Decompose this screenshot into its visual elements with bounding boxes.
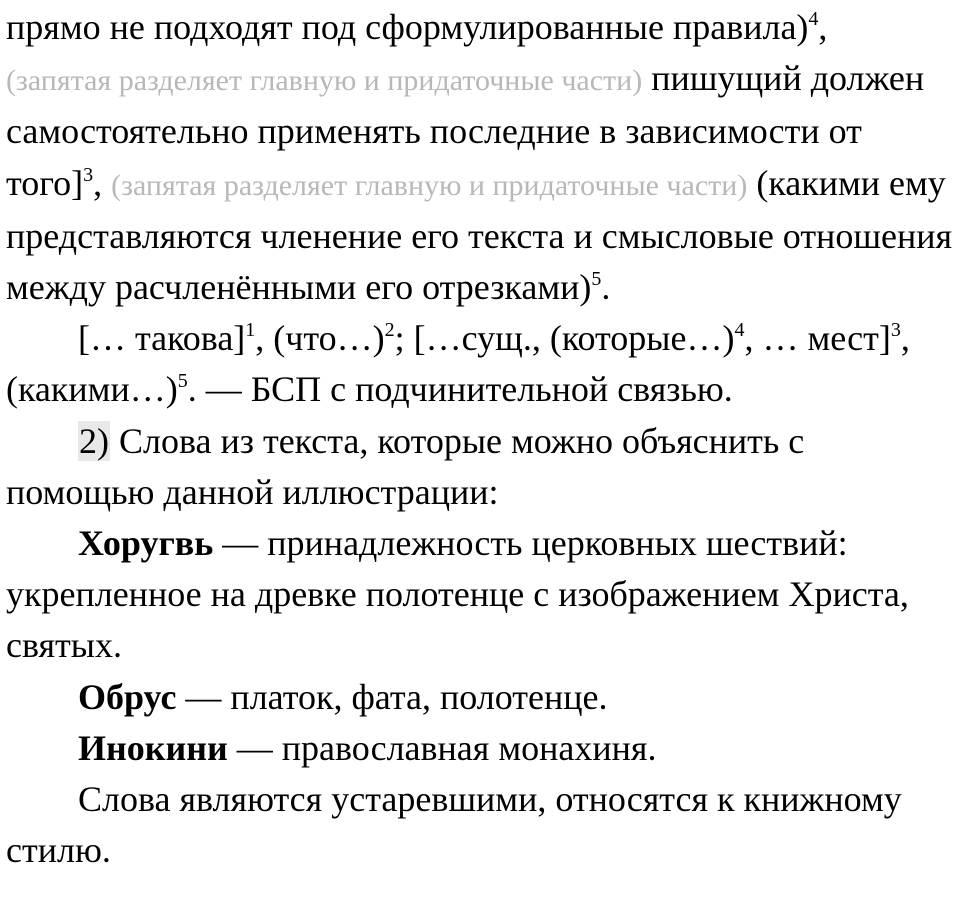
- task-2-text: Слова из текста, которые можно объяснить с помощью данной иллюстрации:: [6, 420, 805, 512]
- scheme-part-6: . — БСП с подчинительной связью.: [187, 369, 733, 410]
- scheme-sup-2: 2: [384, 319, 395, 342]
- definition-term: Хоругвь: [78, 523, 214, 564]
- superscript-5: 5: [591, 268, 602, 291]
- superscript-3: 3: [83, 163, 94, 186]
- scheme-sup-4: 3: [890, 319, 901, 342]
- comma: ,: [818, 7, 828, 47]
- scheme-part-2: , (что…): [255, 318, 385, 359]
- task-number: 2): [79, 420, 109, 461]
- document-page: [6, 2, 956, 876]
- definition-term: Инокини: [78, 727, 228, 768]
- scheme-part-4: , … мест]: [744, 318, 891, 359]
- scheme-sup-5: 5: [177, 370, 188, 393]
- analysis-line1: прямо не подходят под сформулированные правила): [6, 7, 809, 47]
- definition-text: — православная монахиня.: [227, 727, 657, 768]
- scheme-part-3: ; […сущ., (которые…): [394, 318, 735, 359]
- period: .: [601, 267, 611, 308]
- scheme-part-5: , (какими…): [6, 318, 910, 410]
- superscript-4: 4: [808, 8, 819, 30]
- gray-note-2: (запятая разделяет главную и придаточные части): [111, 168, 748, 202]
- analysis-paragraph: [6, 2, 956, 313]
- scheme-sup-3: 4: [734, 319, 745, 342]
- analysis-text2: пишущий должен самостоятельно применять последние в зависимости от того]: [6, 58, 925, 203]
- definition-item: [6, 723, 956, 774]
- definition-text: — платок, фата, полотенце.: [176, 676, 608, 717]
- conclusion-paragraph: Слова являются устаревшими, относятся к книжному стилю.: [6, 779, 902, 871]
- scheme-sup-1: 1: [245, 319, 256, 342]
- definition-term: Обрус: [78, 676, 177, 717]
- task-2-heading: [6, 416, 956, 518]
- gray-note-1: (запятая разделяет главную и придаточные части): [6, 64, 643, 98]
- definition-item: [6, 518, 956, 672]
- analysis-text3: (какими ему представляются членение его текста и смысловые отношения между расчленёнными его отрезками): [6, 162, 953, 308]
- scheme-part-1: [… такова]: [78, 318, 246, 359]
- definition-text: — принадлежность церковных шествий: укрепленное на древке полотенце с изображением Христа, святых.: [6, 523, 909, 666]
- definition-item: [6, 672, 956, 723]
- comma: ,: [93, 162, 103, 203]
- sentence-scheme: [6, 313, 956, 415]
